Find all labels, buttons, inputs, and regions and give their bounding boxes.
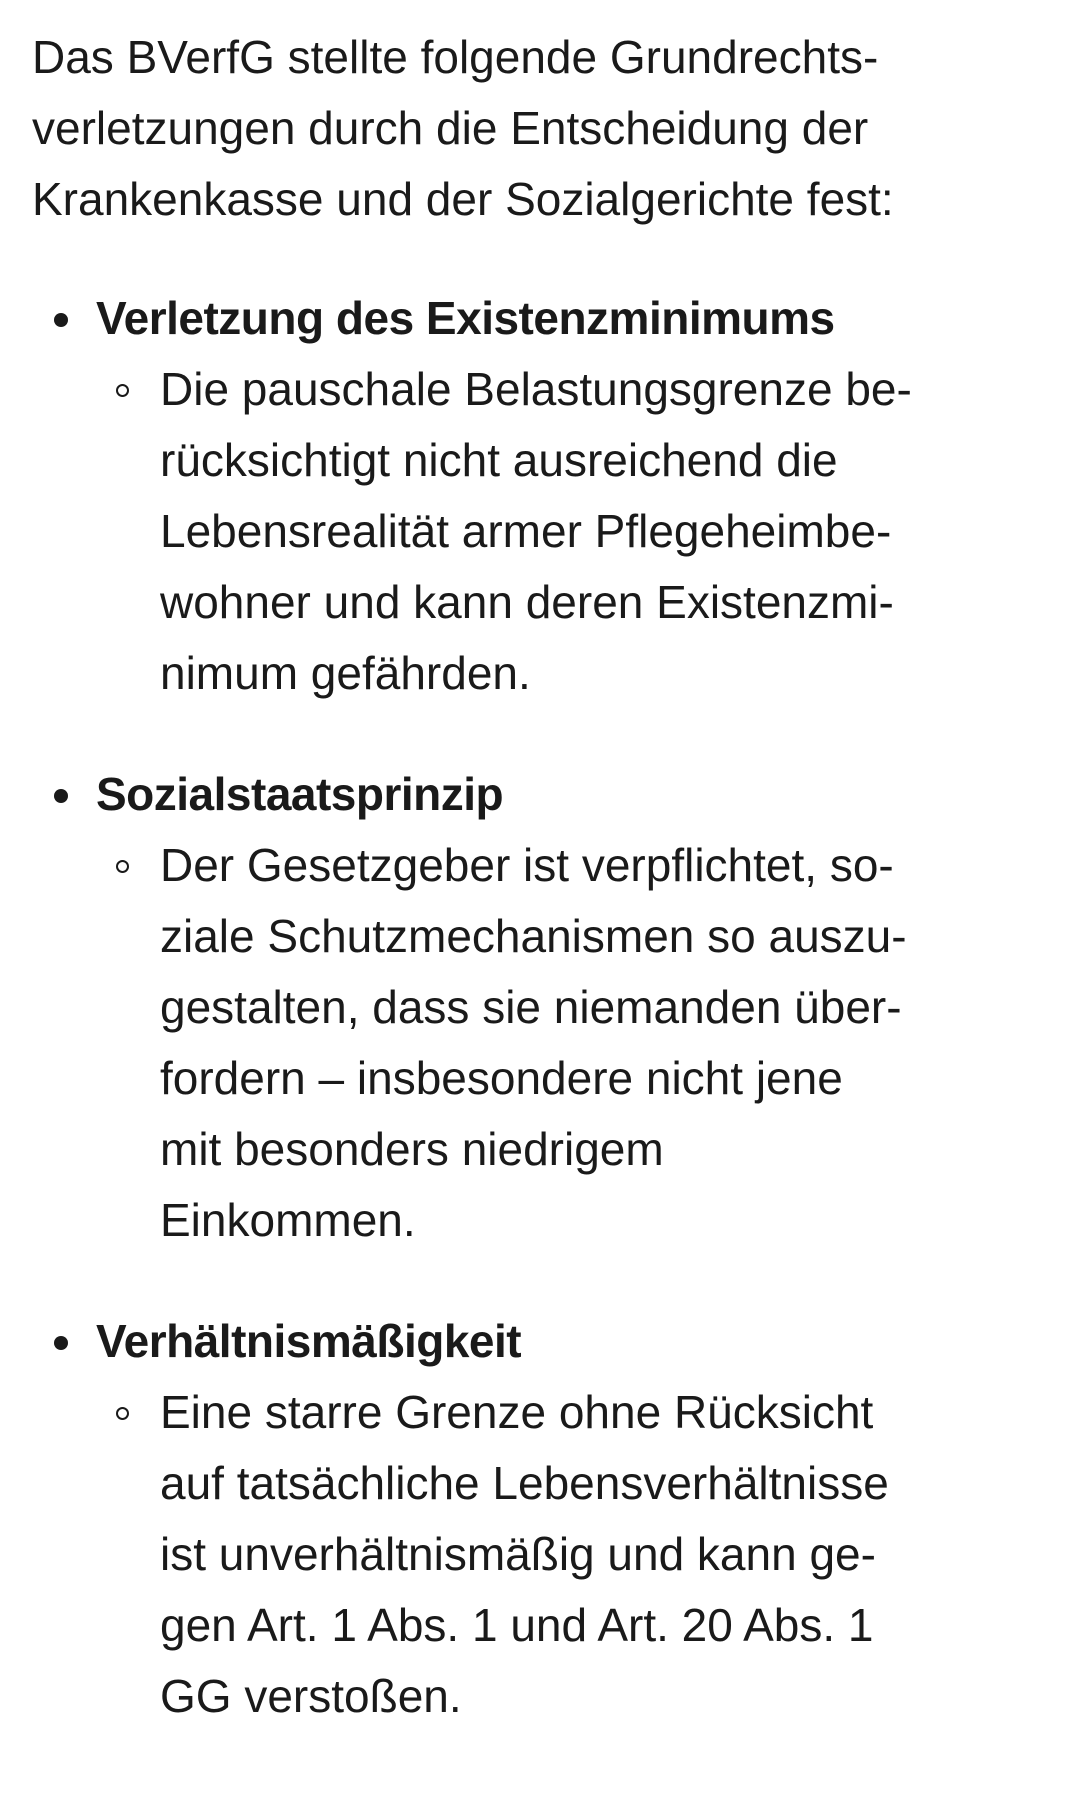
sub-line: ist unverhältnismäßig und kann ge- — [160, 1528, 876, 1580]
list-item-verhaeltnismaessigkeit — [32, 1306, 1037, 1732]
sub-list — [96, 830, 1037, 1256]
sub-line: gestalten, dass sie niemanden über- — [160, 981, 902, 1033]
sub-list-item — [96, 354, 1037, 709]
sub-line: Lebensrealität armer Pflegeheimbe- — [160, 505, 892, 557]
list-item-existenzminimum — [32, 283, 1037, 709]
intro-line: verletzungen durch die Entscheidung der — [32, 102, 869, 154]
intro-line: Das BVerfG stellte folgende Grundrechts- — [32, 31, 879, 83]
sub-line: GG verstoßen. — [160, 1670, 462, 1722]
sub-line: nimum gefährden. — [160, 647, 531, 699]
item-title: Verhältnismäßigkeit — [96, 1315, 522, 1367]
intro-line: Krankenkasse und der Sozialgerichte fest: — [32, 173, 894, 225]
violations-list — [32, 283, 1037, 1732]
sub-line: Einkommen. — [160, 1194, 416, 1246]
sub-line: rücksichtigt nicht ausreichend die — [160, 434, 838, 486]
sub-line: fordern – insbesondere nicht jene — [160, 1052, 843, 1104]
intro-paragraph — [32, 22, 1037, 235]
sub-line: Der Gesetzgeber ist verpflichtet, so- — [160, 839, 894, 891]
sub-line: mit besonders niedrigem — [160, 1123, 664, 1175]
sub-list — [96, 354, 1037, 709]
item-title: Verletzung des Existenzminimums — [96, 292, 835, 344]
sub-line: wohner und kann deren Existenzmi- — [160, 576, 894, 628]
sub-line: gen Art. 1 Abs. 1 und Art. 20 Abs. 1 — [160, 1599, 874, 1651]
sub-list-item — [96, 830, 1037, 1256]
sub-list-item — [96, 1377, 1037, 1732]
sub-line: Eine starre Grenze ohne Rücksicht — [160, 1386, 874, 1438]
sub-line: auf tatsächliche Lebensverhältnisse — [160, 1457, 889, 1509]
item-title: Sozialstaatsprinzip — [96, 768, 504, 820]
list-item-sozialstaatsprinzip — [32, 759, 1037, 1256]
sub-line: ziale Schutzmechanismen so auszu- — [160, 910, 907, 962]
sub-line: Die pauschale Belastungsgrenze be- — [160, 363, 912, 415]
sub-list — [96, 1377, 1037, 1732]
